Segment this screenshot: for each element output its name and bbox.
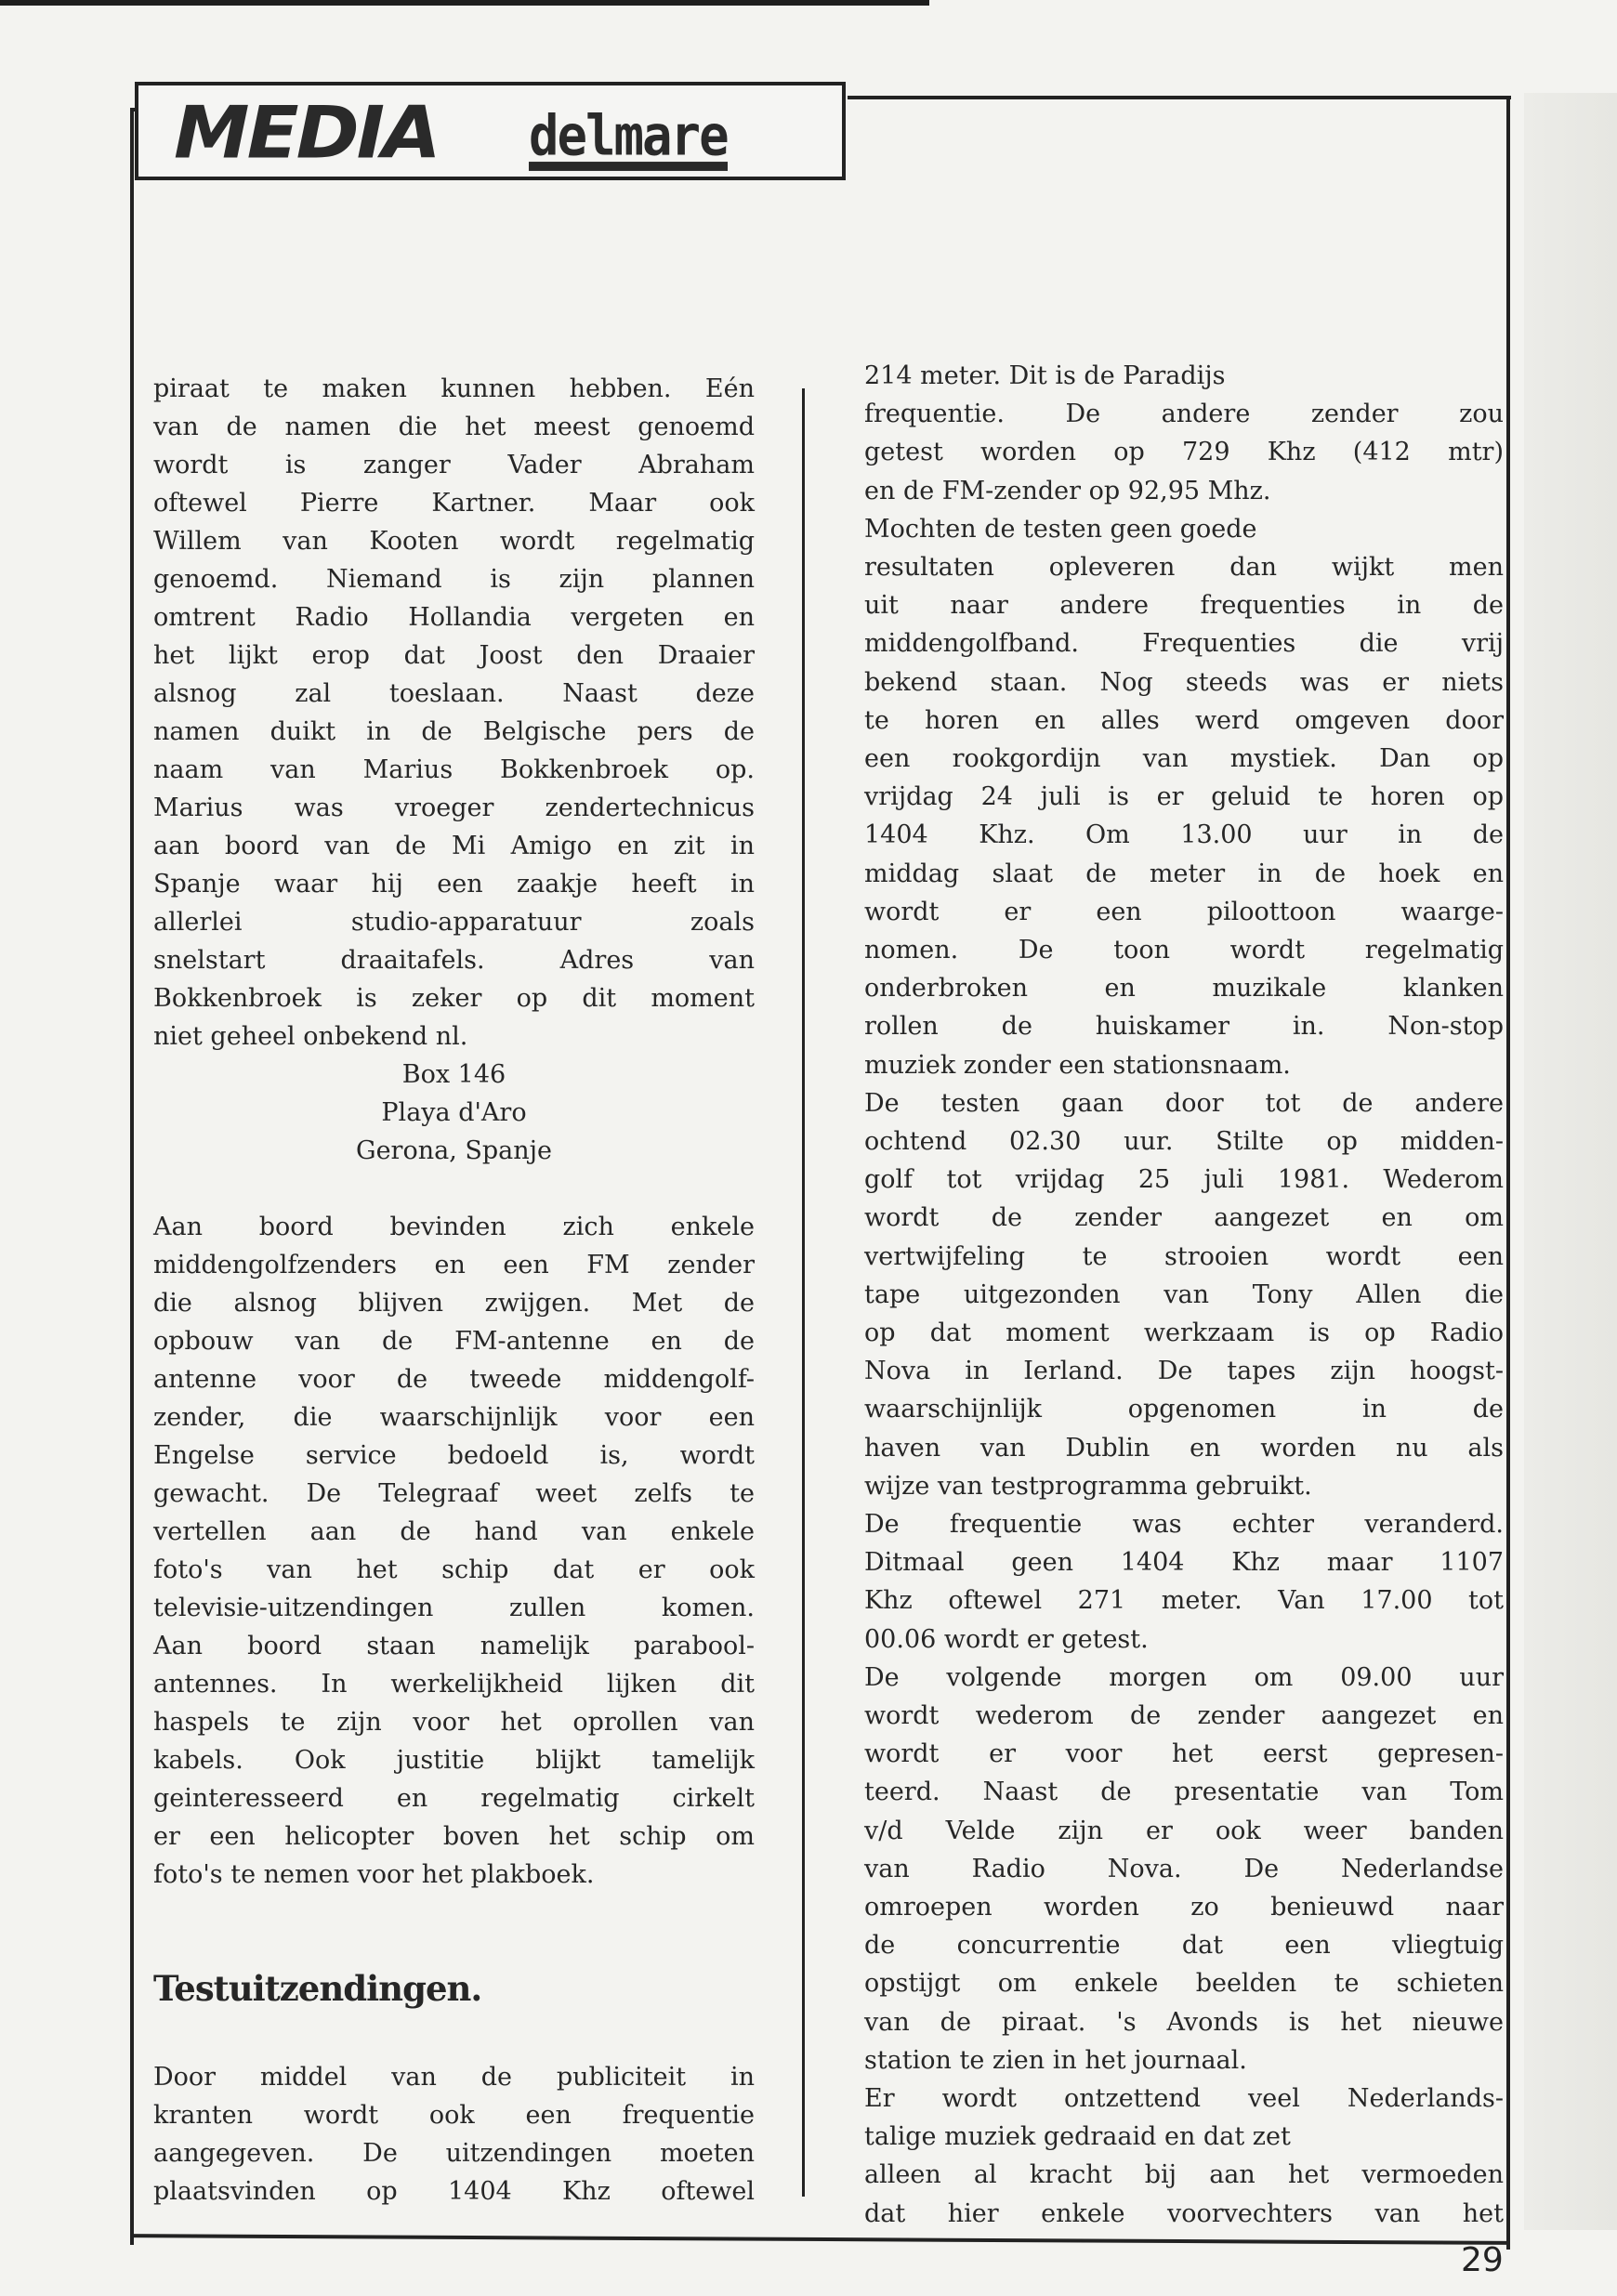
text-line: de concurrentie dat een vliegtuig [864, 1931, 1504, 1961]
text-line: zender, die waarschijnlijk voor een [153, 1403, 755, 1432]
text-line: middag slaat de meter in de hoek en [864, 859, 1504, 888]
frame-border-bottom [130, 2234, 1510, 2245]
text-line: bekend staan. Nog steeds was er niets [864, 667, 1504, 697]
text-line: middengolfband. Frequenties die vrij [864, 629, 1504, 659]
text-line: kranten wordt ook een frequentie [153, 2101, 755, 2130]
text-line: er een helicopter boven het schip om [153, 1822, 755, 1851]
text-line: vertwijfeling te strooien wordt een [864, 1241, 1504, 1271]
text-line: dat hier enkele voorvechters van het [864, 2198, 1504, 2228]
text-line: Aan boord bevinden zich enkele [153, 1213, 755, 1241]
text-line: frequentie. De andere zender zou [864, 400, 1504, 429]
text-line: 00.06 wordt er getest. [864, 1624, 1149, 1654]
text-line: genoemd. Niemand is zijn plannen [153, 565, 755, 594]
text-line: een rookgordijn van mystiek. Dan op [864, 744, 1504, 773]
text-line: Door middel van de publiciteit in [153, 2063, 755, 2092]
text-line: snelstart draaitafels. Adres van [153, 946, 755, 975]
frame-border-right [1506, 96, 1510, 2250]
text-line: opbouw van de FM-antenne en de [153, 1327, 755, 1356]
text-line: Box 146 [401, 1060, 506, 1089]
text-line: station te zien in het journaal. [864, 2045, 1247, 2075]
text-line: resultaten opleveren dan wijkt men [864, 553, 1504, 582]
text-line: muziek zonder een stationsnaam. [864, 1050, 1291, 1080]
text-line: allerlei studio-apparatuur zoals [153, 908, 755, 937]
text-line: omtrent Radio Hollandia vergeten en [153, 603, 755, 632]
text-line: gewacht. De Telegraaf weet zelfs te [153, 1479, 755, 1508]
column-divider [802, 388, 805, 2197]
text-line: Willem van Kooten wordt regelmatig [153, 527, 755, 556]
text-line: haspels te zijn voor het oprollen van [153, 1708, 755, 1737]
text-line: van de piraat. 's Avonds is het nieuwe [864, 2007, 1504, 2037]
text-line: foto's van het schip dat er ook [153, 1555, 755, 1584]
text-line: Gerona, Spanje [356, 1136, 552, 1165]
logo-media: MEDIA [174, 91, 439, 176]
logo-delmare: delmare [529, 111, 728, 171]
text-line: wordt er een piloottoon waarge- [864, 897, 1504, 926]
text-line: omroepen worden zo benieuwd naar [864, 1893, 1504, 1922]
text-line: die alsnog blijven zwijgen. Met de [153, 1289, 755, 1318]
frame-border-left [130, 108, 134, 2245]
text-line: Mochten de testen geen goede [864, 514, 1257, 544]
text-line: Spanje waar hij een zaakje heeft in [153, 870, 755, 899]
text-line: Engelse service bedoeld is, wordt [153, 1441, 755, 1470]
text-line: uit naar andere frequenties in de [864, 591, 1504, 621]
text-line: Nova in Ierland. De tapes zijn hoogst- [864, 1357, 1504, 1386]
text-line: ochtend 02.30 uur. Stilte op midden- [864, 1127, 1504, 1156]
text-line: tape uitgezonden van Tony Allen die [864, 1279, 1504, 1309]
text-line: aangegeven. De uitzendingen moeten [153, 2139, 755, 2168]
text-line: Bokkenbroek is zeker op dit moment [153, 984, 755, 1013]
text-line: v/d Velde zijn er ook weer banden [864, 1816, 1504, 1845]
text-line: De frequentie was echter veranderd. [864, 1510, 1504, 1539]
text-line: rollen de huiskamer in. Non-stop [864, 1012, 1504, 1042]
text-line: foto's te nemen voor het plakboek. [153, 1860, 595, 1889]
text-line: niet geheel onbekend nl. [153, 1022, 468, 1051]
text-line: geinteresseerd en regelmatig cirkelt [153, 1784, 755, 1813]
text-line: naam van Marius Bokkenbroek op. [153, 755, 755, 784]
text-line: getest worden op 729 Khz (412 mtr) [864, 438, 1504, 467]
text-line: wordt is zanger Vader Abraham [153, 451, 755, 479]
section-logo-box [135, 82, 846, 180]
section-heading: Testuitzendingen. [153, 1968, 482, 2009]
text-line: vrijdag 24 juli is er geluid te horen op [864, 782, 1504, 812]
text-line: van de namen die het meest genoemd [153, 413, 755, 441]
text-line: wordt de zender aangezet en om [864, 1203, 1504, 1233]
text-line: alleen al kracht bij aan het vermoeden [864, 2160, 1504, 2190]
text-line: op dat moment werkzaam is op Radio [864, 1319, 1504, 1347]
text-line: kabels. Ook justitie blijkt tamelijk [153, 1746, 755, 1775]
text-line: onderbroken en muzikale klanken [864, 974, 1504, 1004]
text-line: Khz oftewel 271 meter. Van 17.00 tot [864, 1586, 1504, 1616]
text-line: middengolfzenders en een FM zender [153, 1251, 755, 1279]
text-line: Aan boord staan namelijk parabool- [153, 1632, 755, 1660]
text-line: Marius was vroeger zendertechnicus [153, 794, 755, 822]
text-line: wijze van testprogramma gebruikt. [864, 1471, 1312, 1501]
text-line: waarschijnlijk opgenomen in de [864, 1395, 1504, 1424]
text-line: teerd. Naast de presentatie van Tom [864, 1778, 1504, 1807]
text-line: haven van Dublin en worden nu als [864, 1433, 1504, 1463]
text-line: wordt er voor het eerst gepresen- [864, 1739, 1504, 1769]
adjacent-page-bleed [1524, 93, 1617, 2230]
text-line: antenne voor de tweede middengolf- [153, 1365, 755, 1394]
scan-edge [0, 0, 929, 6]
text-line: televisie-uitzendingen zullen komen. [153, 1594, 755, 1622]
text-line: van Radio Nova. De Nederlandse [864, 1854, 1504, 1883]
page-number: 29 [1461, 2241, 1504, 2279]
text-line: golf tot vrijdag 25 juli 1981. Wederom [864, 1165, 1504, 1195]
text-line: Er wordt ontzettend veel Nederlands- [864, 2084, 1504, 2113]
text-line: wordt wederom de zender aangezet en [864, 1701, 1504, 1730]
text-line: aan boord van de Mi Amigo en zit in [153, 832, 755, 860]
text-line: piraat te maken kunnen hebben. Eén [153, 374, 755, 403]
text-line: opstijgt om enkele beelden te schieten [864, 1969, 1504, 1999]
text-line: Ditmaal geen 1404 Khz maar 1107 [864, 1548, 1504, 1578]
text-line: oftewel Pierre Kartner. Maar ook [153, 489, 755, 518]
text-line: en de FM-zender op 92,95 Mhz. [864, 476, 1271, 505]
text-line: De testen gaan door tot de andere [864, 1088, 1504, 1118]
text-line: te horen en alles werd omgeven door [864, 705, 1504, 735]
text-line: talige muziek gedraaid en dat zet [864, 2122, 1291, 2152]
text-line: Playa d'Aro [381, 1098, 527, 1127]
text-line: alsnog zal toeslaan. Naast deze [153, 679, 755, 708]
text-line: De volgende morgen om 09.00 uur [864, 1662, 1504, 1692]
text-line: vertellen aan de hand van enkele [153, 1517, 755, 1546]
frame-border-top-right [848, 96, 1511, 99]
text-line: namen duikt in de Belgische pers de [153, 717, 755, 746]
text-line: nomen. De toon wordt regelmatig [864, 936, 1504, 964]
text-line: het lijkt erop dat Joost den Draaier [153, 641, 755, 670]
text-line: 214 meter. Dit is de Paradijs [864, 361, 1226, 390]
text-line: 1404 Khz. Om 13.00 uur in de [864, 820, 1504, 850]
text-line: plaatsvinden op 1404 Khz oftewel [153, 2177, 755, 2206]
text-line: antennes. In werkelijkheid lijken dit [153, 1670, 755, 1699]
